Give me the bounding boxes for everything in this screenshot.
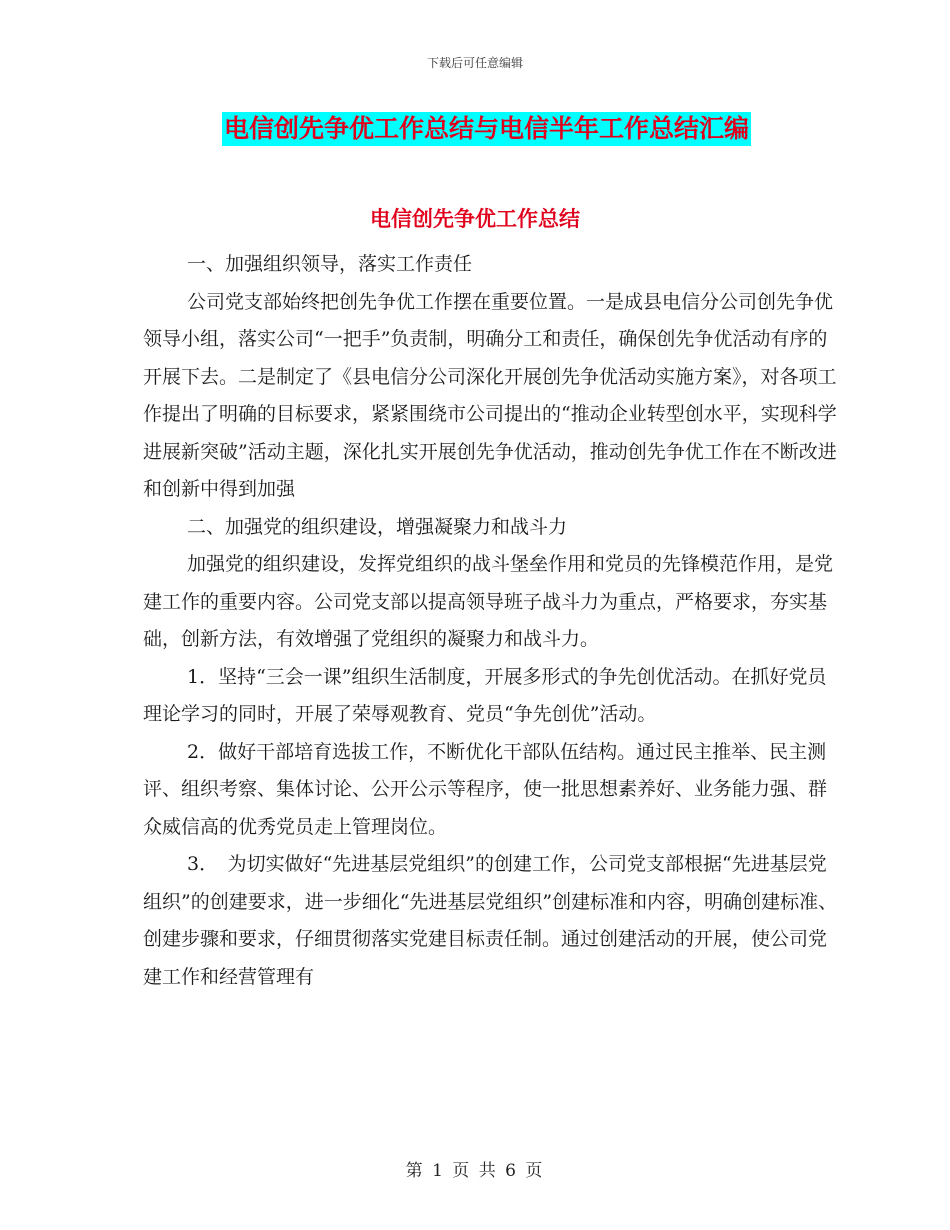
heading-2: 二、加强党的组织建设，增强凝聚力和战斗力 [187,515,568,538]
paragraph: 加强党的组织建设，发挥党组织的战斗堡垒作用和党员的先锋模范作用，是党建工作的重要内容。公司党支部以提高领导班子战斗力为重点，严格要求，夯实基础，创新方法，有效增强了党组织的凝聚力和战斗力。 [143,553,834,650]
document-body [143,246,843,996]
page-header-note: 下载后可任意编辑 [426,56,523,70]
list-item-3: 3． 为切实做好“先进基层党组织”的创建工作，公司党支部根据“先进基层党组织”的创建要求，进一步细化“先进基层党组织”创建标准和内容，明确创建标准、创建步骤和要求，仔细贯彻落实党建目标责任制。通过创建活动的开展，使公司党建工作和经营管理有 [143,853,838,988]
heading-1: 一、加强组织领导，落实工作责任 [187,253,473,275]
paragraph: 公司党支部始终把创先争优工作摆在重要位置。一是成县电信分公司创先争优领导小组，落实公司“一把手”负责制，明确分工和责任，确保创先争优活动有序的开展下去。二是制定了《县电信分公司深化开展创先争优活动实施方案》，对各项工作提出了明确的目标要求，紧紧围绕市公司提出的“推动企业转型创水平，实现科学进展新突破”活动主题，深化扎实开展创先争优活动，推动创先争优工作在不断改进和创新中得到加强 [143,290,837,500]
list-item-2: 2．做好干部培育选拔工作，不断优化干部队伍结构。通过民主推举、民主测评、组织考察、集体讨论、公开公示等程序，使一批思想素养好、业务能力强、群众威信高的优秀党员走上管理岗位。 [143,740,828,838]
section-title: 电信创先争优工作总结 [370,207,580,231]
page-number-footer: 第 1 页 共 6 页 [405,1161,545,1181]
document-title: 电信创先争优工作总结与电信半年工作总结汇编 [222,112,751,146]
list-item-1: 1．坚持“三会一课”组织生活制度，开展多形式的争先创优活动。在抓好党员理论学习的同时，开展了荣辱观教育、党员“争先创优”活动。 [143,665,827,725]
